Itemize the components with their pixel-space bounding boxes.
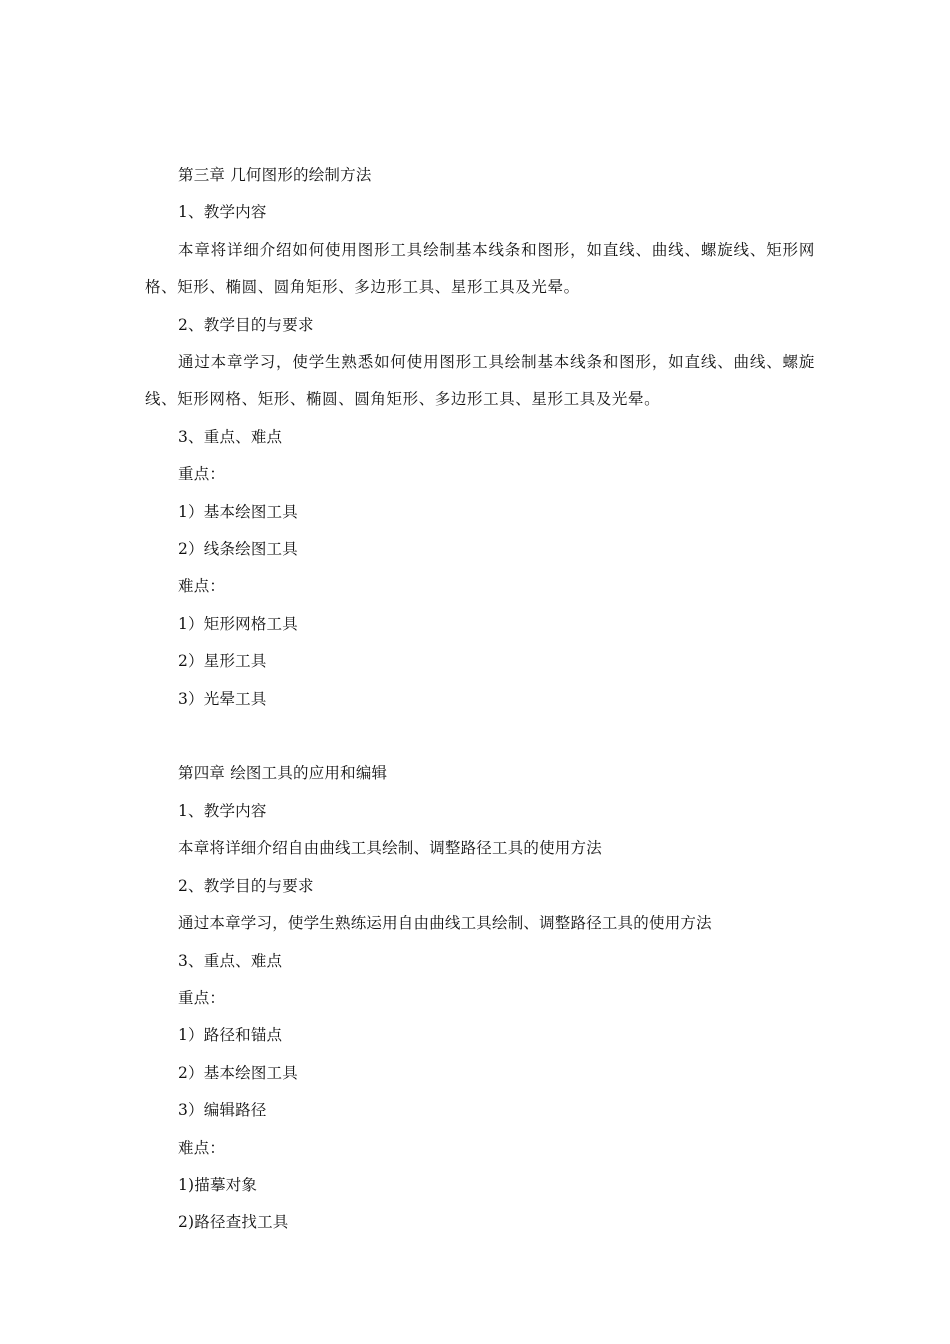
- chapter-3-section-3-heading: 3、重点、难点: [178, 427, 283, 446]
- chapter-3-title: 第三章 几何图形的绘制方法: [178, 166, 372, 184]
- chapter-4-difficult-item: 1)描摹对象: [178, 1175, 258, 1194]
- chapter-4-key-label: 重点：: [178, 988, 226, 1007]
- chapter-4-section-2-text: 通过本章学习，使学生熟练运用自由曲线工具绘制、调整路径工具的使用方法: [178, 914, 712, 933]
- chapter-4-difficult-label: 难点：: [178, 1138, 226, 1157]
- chapter-4-key-item: 3）编辑路径: [178, 1101, 267, 1120]
- chapter-3-difficult-label: 难点：: [178, 577, 226, 596]
- chapter-4-section-2-heading: 2、教学目的与要求: [178, 876, 314, 895]
- document-body: [145, 157, 815, 1242]
- chapter-4-title: 第四章 绘图工具的应用和编辑: [178, 764, 388, 783]
- chapter-4-section-1-text: 本章将详细介绍自由曲线工具绘制、调整路径工具的使用方法: [178, 839, 602, 858]
- chapter-3-key-item: 2）线条绘图工具: [178, 540, 298, 559]
- chapter-3-key-label: 重点：: [178, 465, 226, 484]
- chapter-3-difficult-item: 3）光晕工具: [178, 689, 267, 708]
- chapter-3-section-2-text: 通过本章学习，使学生熟悉如何使用图形工具绘制基本线条和图形，如直线、曲线、螺旋线、矩形网格、矩形、椭圆、圆角矩形、多边形工具、星形工具及光晕。: [145, 353, 815, 409]
- chapter-3-section-2-heading: 2、教学目的与要求: [178, 315, 314, 334]
- chapter-4-difficult-item: 2)路径查找工具: [178, 1213, 289, 1232]
- chapter-4-section-3-heading: 3、重点、难点: [178, 951, 283, 970]
- chapter-3-difficult-item: 1）矩形网格工具: [178, 614, 298, 633]
- chapter-4-key-item: 2）基本绘图工具: [178, 1063, 298, 1082]
- chapter-3-key-item: 1）基本绘图工具: [178, 502, 298, 521]
- chapter-4-key-item: 1）路径和锚点: [178, 1026, 283, 1045]
- chapter-3-section-1-text: 本章将详细介绍如何使用图形工具绘制基本线条和图形，如直线、曲线、螺旋线、矩形网格、矩形、椭圆、圆角矩形、多边形工具、星形工具及光晕。: [145, 240, 815, 297]
- chapter-4-section-1-heading: 1、教学内容: [178, 801, 267, 820]
- chapter-3-section-1-heading: 1、教学内容: [178, 203, 267, 222]
- chapter-spacer: [145, 718, 815, 755]
- chapter-3-difficult-item: 2）星形工具: [178, 652, 267, 671]
